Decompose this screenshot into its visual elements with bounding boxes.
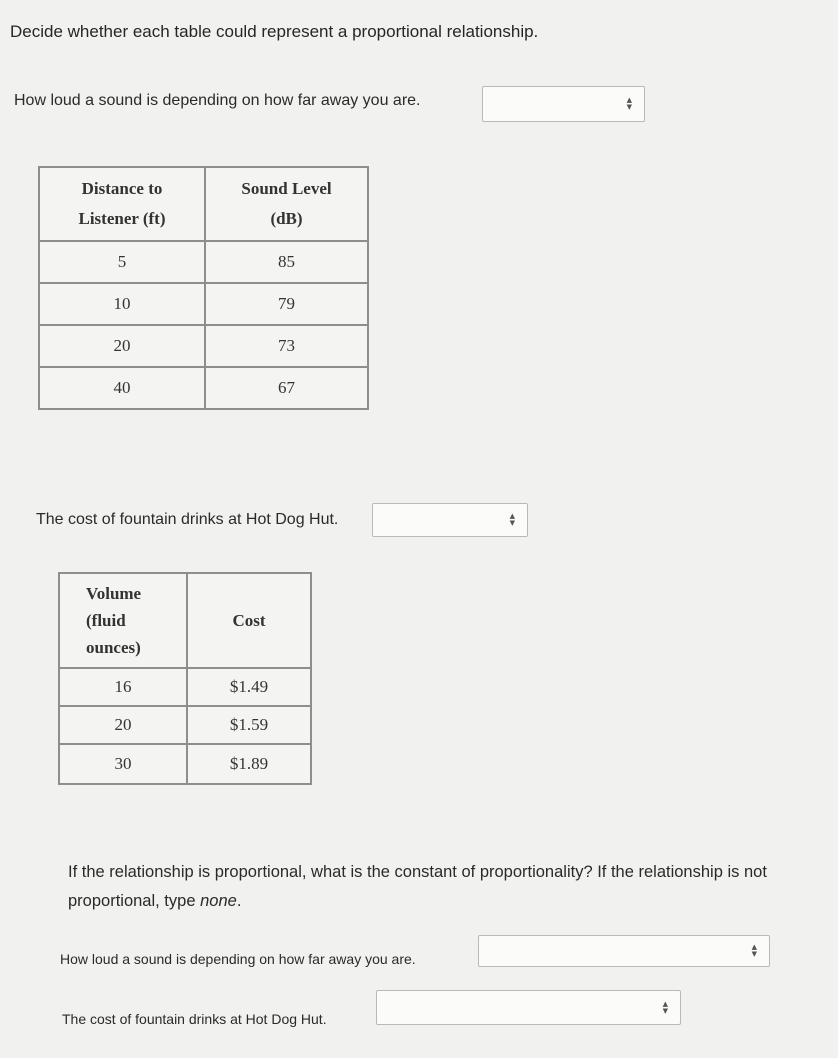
table-row bbox=[39, 325, 368, 367]
instructions: Decide whether each table could represent a proportional relationship. bbox=[10, 22, 539, 41]
table-cell: $1.59 bbox=[187, 706, 311, 744]
chevron-up-down-icon: ▲ ▼ bbox=[509, 512, 515, 527]
table-cell: 20 bbox=[59, 706, 187, 744]
table-cell: 67 bbox=[205, 367, 368, 409]
table-row bbox=[59, 744, 311, 784]
table-cell: 30 bbox=[59, 744, 187, 784]
drinks-constant-input[interactable] bbox=[376, 990, 681, 1025]
table-cell: 85 bbox=[205, 241, 368, 283]
table-header: Volume (fluid ounces) bbox=[59, 573, 187, 668]
sound-table bbox=[38, 166, 369, 410]
table-row bbox=[39, 283, 368, 325]
table-cell: $1.49 bbox=[187, 668, 311, 706]
table-cell: 10 bbox=[39, 283, 205, 325]
table-cell: 73 bbox=[205, 325, 368, 367]
table-header: Sound Level (dB) bbox=[205, 167, 368, 241]
table-header: Cost bbox=[187, 573, 311, 668]
followup-prompt-drinks: The cost of fountain drinks at Hot Dog Hut. bbox=[62, 1011, 327, 1027]
table-row bbox=[39, 367, 368, 409]
q2-prompt: The cost of fountain drinks at Hot Dog Hut. bbox=[36, 511, 339, 528]
chevron-up-down-icon: ▲ ▼ bbox=[751, 943, 757, 958]
table-header: Distance to Listener (ft) bbox=[39, 167, 205, 241]
followup-question: If the relationship is proportional, what is the constant of proportionality? If the relationship is not proportional, type none. bbox=[68, 863, 767, 910]
table-row bbox=[59, 668, 311, 706]
chevron-up-down-icon: ▲ ▼ bbox=[662, 999, 668, 1015]
sound-constant-input[interactable] bbox=[478, 935, 770, 967]
q1-dropdown[interactable] bbox=[482, 86, 645, 122]
table-cell: $1.89 bbox=[187, 744, 311, 784]
drinks-table bbox=[58, 572, 312, 785]
q2-dropdown[interactable] bbox=[372, 503, 528, 537]
table-cell: 16 bbox=[59, 668, 187, 706]
table-cell: 20 bbox=[39, 325, 205, 367]
table-cell: 40 bbox=[39, 367, 205, 409]
table-row bbox=[39, 241, 368, 283]
chevron-up-down-icon: ▲ ▼ bbox=[626, 96, 632, 111]
table-row bbox=[59, 706, 311, 744]
table-cell: 5 bbox=[39, 241, 205, 283]
followup-prompt-sound: How loud a sound is depending on how far away you are. bbox=[60, 951, 416, 967]
q1-prompt: How loud a sound is depending on how far away you are. bbox=[14, 92, 421, 109]
table-cell: 79 bbox=[205, 283, 368, 325]
